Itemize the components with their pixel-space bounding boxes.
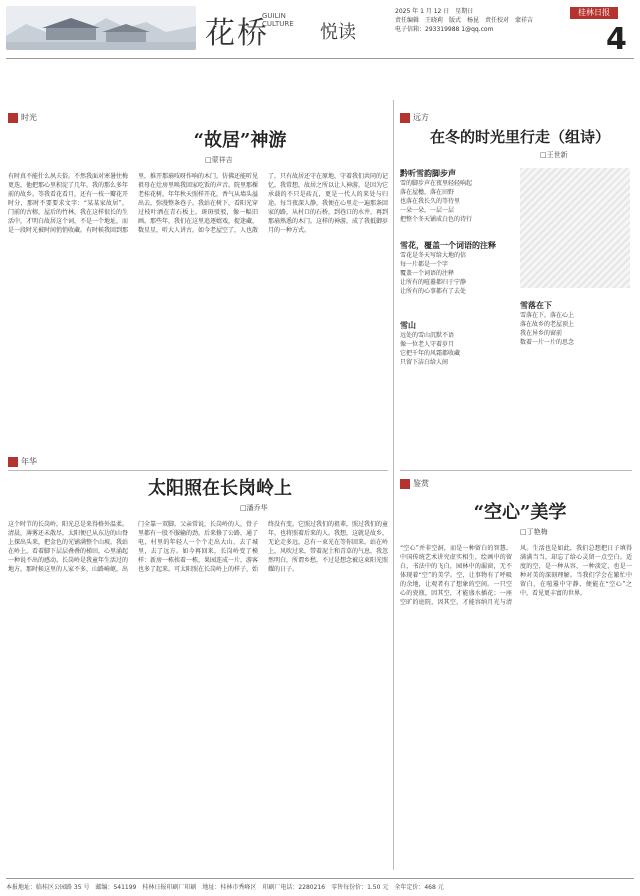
poem-body: 雪的脚步声在夜里轻轻响起 落在屋檐，落在田野 也落在我长久的等待里 一朵一朵，一层一层 把整个冬天铺成白色的诗行 xyxy=(400,180,473,223)
article-byline-kongxin: □丁艳梅 xyxy=(520,528,548,536)
poem-title: 雪花，覆盖一个词语的注释 xyxy=(400,241,496,250)
article-title-guju: “故居”神游 xyxy=(193,130,287,151)
poem-block-2 xyxy=(400,240,510,296)
email-line: 电子信箱：293319988 1@qq.com xyxy=(395,26,494,33)
page-number: 4 xyxy=(606,22,627,57)
issue-date: 2025 年 1 月 12 日 星期日 xyxy=(395,8,474,15)
page-header xyxy=(0,0,640,60)
label-mark-icon xyxy=(8,457,18,467)
section-divider xyxy=(8,470,388,471)
poem-body: 远处的雪山沉默不语 像一位老人守着岁月 它把千年的风霜都收藏 只留下洁白给人间 xyxy=(400,332,461,366)
poem-block-4 xyxy=(520,300,630,347)
header-rule xyxy=(6,58,634,59)
article-title-poems: 在冬的时光里行走（组诗） xyxy=(429,128,610,146)
brand-title: 花桥 xyxy=(205,16,269,51)
brand-english: GUILIN CULTURE xyxy=(262,12,294,28)
section-divider xyxy=(400,470,632,471)
label-text: 年华 xyxy=(21,457,37,466)
label-text: 鉴赏 xyxy=(413,479,429,488)
label-text: 时光 xyxy=(21,113,37,122)
label-mark-icon xyxy=(400,479,410,489)
newspaper-logo: 桂林日报 xyxy=(570,7,618,19)
label-text: 远方 xyxy=(413,113,429,122)
page-footer: 本报地址：临桂区公园路 35 号 邮编：541199 桂林日报印刷厂印刷 地址：桂林市秀峰区 印刷厂电话：2280216 零售每份价：1.50 元 全年定价：468 元 xyxy=(6,878,634,891)
article-byline-poems: □王世新 xyxy=(540,151,568,159)
label-mark-icon xyxy=(400,113,410,123)
article-body-kongxin: “空心”并非空洞，而是一种留白的智慧。中国传统艺术讲究虚实相生，绘画中的留白，书法中的飞白，园林中的漏窗，无不体现着“空”的美学。空，让事物有了呼吸的余地，让观者有了想象的空间。一只空心的瓷瓶，因其空，才能盛水插花；一座空旷的庭院，因其空，才能容纳月光与清风。生活也是如此，我们总想把日子填得满满当当，却忘了给心灵留一点空白。适度的空，是一种从容，一种淡定，也是一种对美的深刻理解。当我们学会在繁忙中留白，在喧嚣中守静，便能在“空心”之中，看见更丰富的世界。 xyxy=(400,545,632,606)
poem-title: 雪山 xyxy=(400,321,416,330)
section-name: 悦读 xyxy=(320,22,356,43)
poem-body: 雪落在下，落在心上 落在故乡的老屋顶上 我在异乡的窗前 数着一片一片的思念 xyxy=(520,312,575,346)
article-byline-changgangling: □潘乔华 xyxy=(240,504,268,512)
poem-title: 黔听雪韵脚步声 xyxy=(400,169,456,178)
section-label-yuanfang xyxy=(400,112,429,123)
article-title-kongxin: “空心”美学 xyxy=(473,502,567,523)
section-label-shiguang xyxy=(8,112,37,123)
poem-title: 雪落在下 xyxy=(520,301,552,310)
article-title-changgangling: 太阳照在长岗岭上 xyxy=(148,478,292,499)
issue-meta xyxy=(395,7,565,34)
article-byline-guju: □蒙祥吉 xyxy=(205,156,233,164)
poem-block-3 xyxy=(400,320,510,367)
label-mark-icon xyxy=(8,113,18,123)
masthead-illustration xyxy=(6,6,196,50)
editor-line: 责任编辑 王晓莉 版式 杨昆 责任校对 蒙祥吉 xyxy=(395,17,534,24)
poem-block-1 xyxy=(400,168,510,224)
section-label-nianhua xyxy=(8,456,37,467)
column-divider xyxy=(393,100,394,870)
poem-illustration xyxy=(520,168,630,288)
article-body-guju: 有时真不能什么夙夫俗。不然我面对寒暑往梅更迭，他把那心里积淀了几年，我的那么多年前的故乡。等我看花看月，还有一枝一瓣花开时分，那时不要要求文字：“某某家故居”，门前的古榕，屋后的竹林，我在这样很长的生活中，才明白故居这个词，不是一个地址，而是一段时光被时间悄悄收藏。有时候我回到那里，推开那扇吱呀作响的木门，仿佛还能听见祖母在灶房里唤我回家吃饭的声音。院里那棵老桂花树，年年秋天照样开花，香气从墙头溢出去，弥漫整条巷子。我站在树下，看阳光穿过枝叶洒在青石板上，斑斑驳驳，像一幅旧画。那些年，我们在这里追逐嬉戏，捉迷藏，数星星，听大人讲古。如今老屋空了，人也散了，只有故居还守在原地，守着我们共同的记忆。我常想，故居之所以让人神游，是因为它承载的不只是砖瓦，更是一代人的来处与归途。每当夜深人静，我便在心里走一遍那条回家的路，从村口的石桥，到巷口的水井，再到那扇熟悉的木门。这样的神游，成了我抵御岁月的一种方式。 xyxy=(8,173,388,234)
article-body-changgangling: 这个时节的长岗岭，阳光总是来得格外温柔。清晨，薄雾还未散尽，太阳便已从东边的山脊上探出头来，把金色的光铺满整个山坡。我站在岭上，看着脚下层层叠叠的梯田，心里涌起一种说不出的感动。长岗岭是我童年生活过的地方，那时候这里的人家不多，山路崎岖，出门全靠一双脚。父亲常说，长岗岭的人，骨子里都有一股不服输的劲。后来修了公路，通了电，村里的年轻人一个个走出大山，去了城里，去了远方。如今再回来，长岗岭变了模样：新房一栋挨着一栋，果园连成一片，游客也多了起来。可太阳照在长岗岭上的样子，始终没有变。它照过我们的祖辈，照过我们的童年，也将照着后来的人。我想，这就是故乡，无论走多远，总有一束光在等你回来。站在岭上，风吹过来，带着泥土和青草的气息，我忽然明白，所谓乡愁，不过是想念被这束阳光照耀的日子。 xyxy=(8,521,388,573)
section-label-jianshang xyxy=(400,478,429,489)
poem-body: 雪花是冬天写给大地的信 每一片都是一个字 覆盖一个词语的注释 让所有的喧嚣都归于宁静 让所有的心事都有了去处 xyxy=(400,252,467,295)
